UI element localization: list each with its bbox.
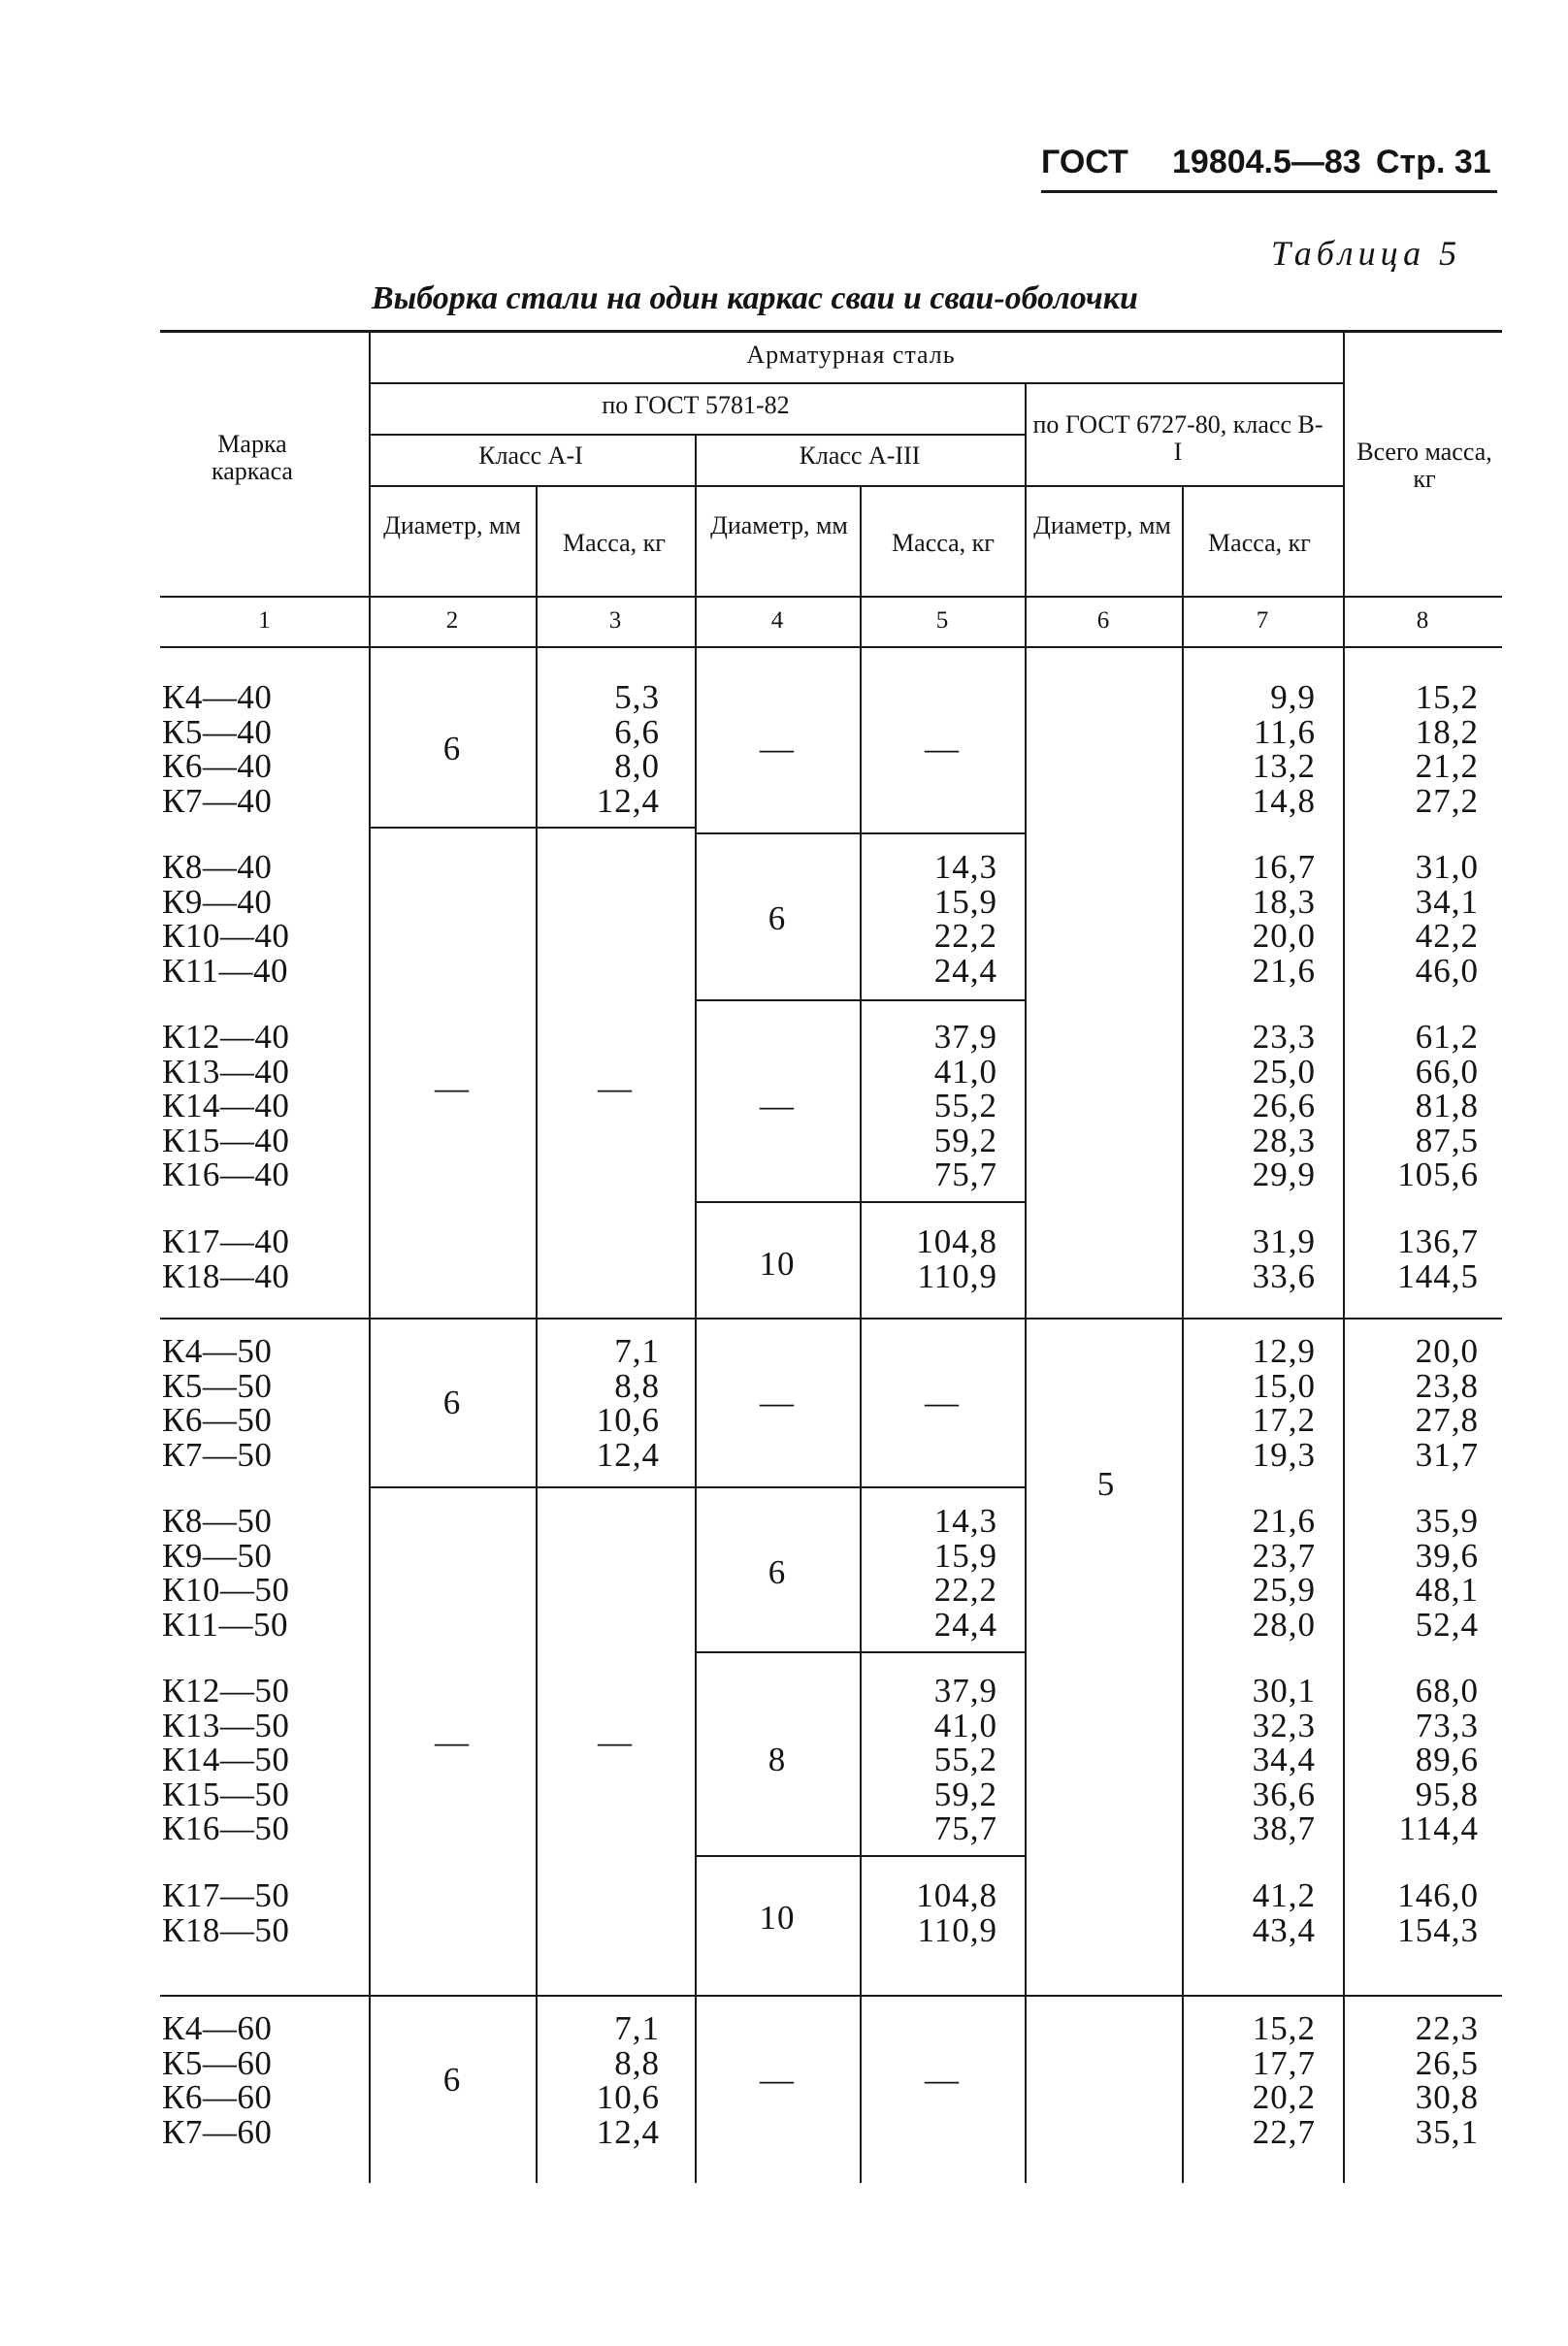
row-mark: К16—40 [162,1156,290,1193]
b1-mass-cell: 13,2 [1252,747,1316,785]
a1-mass-cell: 10,6 [596,1401,660,1439]
column-header-a1-mass: Масса, кг [563,529,666,557]
total-mass-cell: 30,8 [1415,2078,1479,2116]
column-number-5: 5 [935,607,949,634]
row-mark: К9—50 [162,1536,273,1575]
total-mass-cell: 81,8 [1415,1087,1479,1124]
a3-mass-cell: 14,3 [933,1502,997,1540]
total-mass-cell: 21,2 [1415,747,1479,785]
a3-diameter-cell: 10 [759,1245,796,1284]
b1-mass-cell: 38,7 [1252,1809,1316,1847]
b1-mass-cell: 25,9 [1252,1571,1316,1609]
column-header-class-a1: Класс А-I [478,441,583,470]
total-mass-cell: 26,5 [1415,2043,1479,2082]
section-rule-50 [160,1318,1502,1320]
b1-mass-cell: 28,3 [1252,1121,1316,1159]
total-mass-cell: 34,1 [1415,882,1479,921]
b1-mass-cell: 33,6 [1252,1256,1316,1295]
column-header-armature: Арматурная сталь [746,341,956,369]
row-mark: К15—50 [162,1775,290,1813]
total-mass-cell: 27,8 [1415,1401,1479,1439]
total-mass-cell: 105,6 [1397,1156,1479,1193]
a1-mass-cell: 6,6 [614,712,660,751]
b1-mass-cell: 34,4 [1252,1741,1316,1778]
row-mark: К8—40 [162,848,273,886]
b1-mass-cell: 23,3 [1252,1018,1316,1056]
a3-mass-cell: 37,9 [933,1018,997,1056]
total-mass-cell: 87,5 [1415,1121,1479,1159]
total-mass-cell: 61,2 [1415,1018,1479,1056]
column-header-total: Всего масса, кг [1356,438,1492,493]
total-mass-cell: 39,6 [1415,1536,1479,1575]
total-mass-cell: 52,4 [1415,1605,1479,1644]
row-mark: К6—60 [162,2078,273,2116]
total-mass-cell: 35,9 [1415,1502,1479,1540]
header-underline [1041,190,1497,193]
a3-mass-cell: — [925,730,960,768]
a1-diameter-cell: — [435,1069,470,1108]
a3-mass-cell: 75,7 [933,1156,997,1193]
row-mark: К10—40 [162,917,290,955]
a3-diameter-cell: — [760,2061,795,2100]
armature-rule [369,382,1343,384]
row-mark: К17—50 [162,1876,290,1914]
column-header-mark: Марка каркаса [212,430,293,485]
table-top-rule [160,330,1502,333]
a3-diameter-cell: 10 [759,1899,796,1938]
column-header-a3-mass: Масса, кг [892,529,995,557]
a3-mass-cell: 15,9 [933,1536,997,1575]
column-header-a1-diameter: Диаметр, мм [383,511,521,539]
a1-diameter-cell: 6 [442,1384,462,1422]
b1-mass-cell: 36,6 [1252,1775,1316,1813]
a3-mass-cell: 22,2 [933,1571,997,1609]
b1-mass-cell: 14,8 [1252,781,1316,820]
b1-mass-cell: 18,3 [1252,882,1316,921]
row-mark: К13—40 [162,1052,290,1091]
total-mass-cell: 22,3 [1415,2009,1479,2047]
section-rule-60 [160,1995,1502,1997]
total-mass-cell: 66,0 [1415,1052,1479,1091]
a3-mass-cell: 59,2 [933,1775,997,1813]
row-mark: К5—40 [162,712,273,751]
total-mass-cell: 42,2 [1415,917,1479,955]
a3-mass-cell: 24,4 [933,1605,997,1644]
total-mass-cell: 31,0 [1415,848,1479,886]
a3-mass-cell: 110,9 [917,1256,997,1295]
a1-mass-cell: 12,4 [596,1435,660,1474]
vline-col2 [369,330,371,2183]
a3-mass-cell: 41,0 [933,1706,997,1744]
a1-mass-cell: 12,4 [596,2112,660,2151]
total-mass-cell: 20,0 [1415,1332,1479,1370]
b1-mass-cell: 26,6 [1252,1087,1316,1124]
b1-mass-cell: 28,0 [1252,1605,1316,1644]
a3-mass-cell: — [925,1384,960,1422]
a3-mass-cell: 75,7 [933,1809,997,1847]
b1-mass-cell: 21,6 [1252,951,1316,990]
row-mark: К7—60 [162,2112,273,2151]
column-header-gost6727: по ГОСТ 6727-80, класс В-I [1032,410,1323,466]
a3-mass-cell: 104,8 [916,1876,997,1914]
table-label: Таблица 5 [1271,234,1462,273]
a3-mass-cell: 37,9 [933,1672,997,1710]
total-mass-cell: 18,2 [1415,712,1479,751]
b1-mass-cell: 16,7 [1252,848,1316,886]
a1-mass-cell: 7,1 [614,1332,660,1370]
a3-diameter-cell: 6 [768,1553,787,1592]
row-mark: К15—40 [162,1121,290,1159]
a3-mass-cell: 41,0 [933,1052,997,1091]
total-mass-cell: 35,1 [1415,2112,1479,2151]
a1-mass-cell: 7,1 [614,2009,660,2047]
row-mark: К7—50 [162,1435,273,1474]
b1-mass-cell: 15,0 [1252,1366,1316,1405]
b1-mass-cell: 29,9 [1252,1156,1316,1193]
b1-mass-cell: 15,2 [1252,2009,1316,2047]
row-mark: К4—50 [162,1332,273,1370]
a3-mass-cell: 110,9 [917,1910,997,1949]
b1-mass-cell: 30,1 [1252,1672,1316,1710]
a3-mass-cell: 24,4 [933,951,997,990]
a1-mass-cell: 5,3 [614,678,660,716]
a1-rule [369,1486,695,1488]
column-number-7: 7 [1256,607,1269,634]
column-header-class-a3: Класс А-III [799,441,921,470]
b1-mass-cell: 17,7 [1252,2043,1316,2082]
a1-diameter-cell: 6 [442,730,462,768]
total-mass-cell: 15,2 [1415,678,1479,716]
total-mass-cell: 46,0 [1415,951,1479,990]
column-header-b1-diameter: Диаметр, мм [1033,511,1171,539]
a1-diameter-cell: — [435,1723,470,1762]
a3-diameter-cell: — [760,730,795,768]
row-mark: К9—40 [162,882,273,921]
row-mark: К4—60 [162,2009,273,2047]
a1-mass-cell: 8,0 [614,747,660,785]
vline-col6 [1025,382,1027,2183]
b1-diameter-merged-cell: 5 [1096,1465,1116,1503]
header-gost: ГОСТ [1041,144,1128,180]
column-number-2: 2 [445,607,459,634]
a1-mass-cell: — [598,1069,633,1108]
total-mass-cell: 136,7 [1397,1222,1479,1260]
total-mass-cell: 95,8 [1415,1775,1479,1813]
b1-mass-cell: 23,7 [1252,1536,1316,1575]
a3-mass-cell: 14,3 [933,848,997,886]
class-rule [369,485,1343,487]
a3-diameter-cell: 8 [768,1741,787,1778]
row-mark: К12—40 [162,1018,290,1056]
table-title: Выборка стали на один каркас сваи и сваи-оболочки [372,280,1138,316]
a3-mass-cell: — [925,2061,960,2100]
total-mass-cell: 68,0 [1415,1672,1479,1710]
total-mass-cell: 48,1 [1415,1571,1479,1609]
column-number-6: 6 [1096,607,1110,634]
row-mark: К5—60 [162,2043,273,2082]
total-mass-cell: 89,6 [1415,1741,1479,1778]
a1-mass-cell: — [598,1723,633,1762]
row-mark: К13—50 [162,1706,290,1744]
total-mass-cell: 114,4 [1398,1809,1479,1847]
b1-mass-cell: 31,9 [1252,1222,1316,1260]
b1-mass-cell: 20,0 [1252,917,1316,955]
row-mark: К12—50 [162,1672,290,1710]
column-number-8: 8 [1416,607,1429,634]
header-bottom-rule [160,596,1502,598]
a1-mass-cell: 10,6 [596,2078,660,2116]
column-number-3: 3 [608,607,622,634]
b1-mass-cell: 20,2 [1252,2078,1316,2116]
column-number-4: 4 [770,607,784,634]
column-header-b1-mass: Масса, кг [1208,529,1311,557]
b1-mass-cell: 19,3 [1252,1435,1316,1474]
a3-mass-cell: 22,2 [933,917,997,955]
a1-diameter-cell: 6 [442,2061,462,2100]
row-mark: К17—40 [162,1222,290,1260]
b1-mass-cell: 12,9 [1252,1332,1316,1370]
b1-mass-cell: 41,2 [1252,1876,1316,1914]
row-mark: К8—50 [162,1502,273,1540]
b1-mass-cell: 25,0 [1252,1052,1316,1091]
a3-mass-cell: 55,2 [933,1741,997,1778]
a1-mass-cell: 12,4 [596,781,660,820]
a3-mass-cell: 59,2 [933,1121,997,1159]
b1-mass-cell: 43,4 [1252,1910,1316,1949]
a3-diameter-cell: — [760,1384,795,1422]
total-mass-cell: 27,2 [1415,781,1479,820]
total-mass-cell: 144,5 [1397,1256,1479,1295]
row-mark: К14—40 [162,1087,290,1124]
b1-mass-cell: 11,6 [1254,712,1316,751]
header-standard-number: 19804.5—83 [1172,144,1361,180]
b1-mass-cell: 21,6 [1252,1502,1316,1540]
row-mark: К14—50 [162,1741,290,1778]
row-mark: К4—40 [162,678,273,716]
a3-mass-cell: 55,2 [933,1087,997,1124]
column-number-rule [160,646,1502,648]
row-mark: К18—40 [162,1256,290,1295]
total-mass-cell: 31,7 [1415,1435,1479,1474]
total-mass-cell: 73,3 [1415,1706,1479,1744]
a1-rule [369,827,695,829]
row-mark: К18—50 [162,1910,290,1949]
row-mark: К6—50 [162,1401,273,1439]
row-mark: К16—50 [162,1809,290,1847]
a1-mass-cell: 8,8 [614,2043,660,2082]
a3-diameter-cell: 6 [768,899,787,938]
a1-mass-cell: 8,8 [614,1366,660,1405]
a3-mass-cell: 15,9 [933,882,997,921]
header-page-number: Стр. 31 [1376,144,1491,180]
row-mark: К10—50 [162,1571,290,1609]
a3-diameter-cell: — [760,1087,795,1124]
total-mass-cell: 23,8 [1415,1366,1479,1405]
total-mass-cell: 146,0 [1397,1876,1479,1914]
row-mark: К6—40 [162,747,273,785]
gost5781-rule [369,434,1025,436]
column-header-a3-diameter: Диаметр, мм [710,511,848,539]
total-mass-cell: 154,3 [1397,1910,1479,1949]
b1-mass-cell: 32,3 [1252,1706,1316,1744]
column-number-1: 1 [258,607,271,634]
row-mark: К5—50 [162,1366,273,1405]
row-mark: К7—40 [162,781,273,820]
column-header-gost5781: по ГОСТ 5781-82 [602,391,790,419]
b1-mass-cell: 9,9 [1270,678,1316,716]
row-mark: К11—50 [162,1605,289,1644]
b1-mass-cell: 22,7 [1252,2112,1316,2151]
row-mark: К11—40 [162,951,289,990]
a3-mass-cell: 104,8 [916,1222,997,1260]
b1-mass-cell: 17,2 [1252,1401,1316,1439]
